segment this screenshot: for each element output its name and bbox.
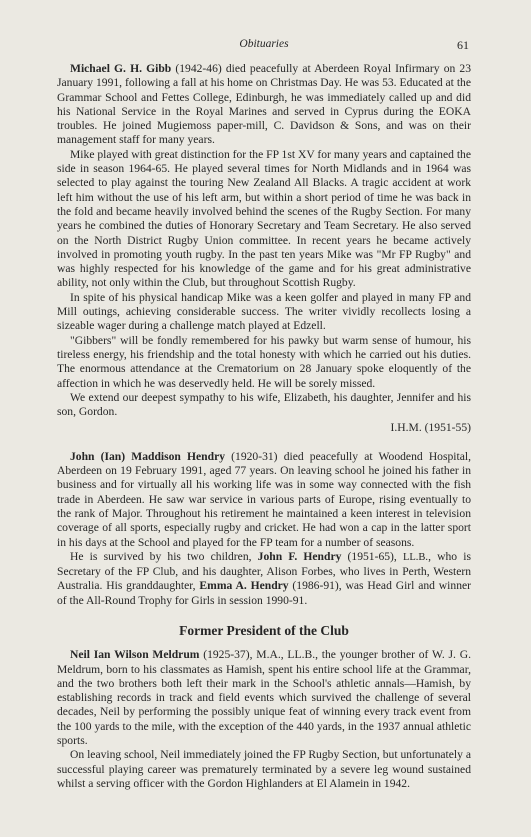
page-header (57, 38, 471, 54)
obituary-meldrum-p2: On leaving school, Neil immediately joined the FP Rugby Section, but unfortunately a successful playing career was prematurely terminated by a severe leg wound sustained whilst a serving officer with the Gordon Highlanders at El Alamein in 1942. (57, 748, 471, 790)
obituary-meldrum-p1: Neil Ian Wilson Meldrum (1925-37), M.A., LL.B., the younger brother of W. J. G. Meldrum, born to his classmates as Hamish, spent his entire school life at the Grammar, and the two brothers both left their mark in the School's athletic annals—Hamish, by establishing records in track and field events which survived the challenge of several decades, Neil by performing the possibly unique feat of winning every track event from the 100 yards to the mile, with the exception of the 440 yards, in the 1937 annual athletic sports. (57, 648, 471, 748)
degree: LL.B. (402, 551, 429, 563)
obituary-name: Michael G. H. Gibb (70, 62, 172, 75)
obituary-name: John (Ian) Maddison Hendry (70, 449, 226, 463)
obituary-gibb-p4: "Gibbers" will be fondly remembered for his pawky but warm sense of humour, his tireless energy, his friendship and the total honesty with which he carried out his duties. The enormous attendance at the Crematorium on 28 January spoke eloquently of the affection in which he was deservedly held. He will be sorely missed. (57, 333, 471, 390)
obituary-hendry-p1: John (Ian) Maddison Hendry (1920-31) died peacefully at Woodend Hospital, Aberdeen on 19 February 1991, aged 77 years. On leaving school he joined his father in business and for virtually all his working life was in some way connected with the fish trade in Aberdeen. He saw war service in various parts of Europe, rising eventually to the rank of Major. Throughout his retirement he maintained a keen interest in television coverage of all sports, especially rugby and cricket. He had won a cap in the latter sport in his days at the School and played for the FP team for a number of seasons. (57, 449, 472, 549)
person-name: John F. Hendry (257, 549, 342, 563)
page-body (57, 62, 471, 791)
obituary-name: Neil Ian Wilson Meldrum (70, 648, 200, 662)
page-number: 61 (457, 38, 469, 52)
obituary-signature: I.H.M. (1951-55) (390, 421, 471, 435)
obituary-gibb-p5: We extend our deepest sympathy to his wife, Elizabeth, his daughter, Jennifer and his son, Gordon. (57, 390, 471, 419)
obituary-gibb-p1: Michael G. H. Gibb (1942-46) died peacefully at Aberdeen Royal Infirmary on 23 January 1991, following a fall at his home on Christmas Day. He was 53. Educated at the Grammar School and Fettes College, Edinburgh, he was immediately called up and did his National Service in the Royal Marines and served in Cyprus during the EOKA troubles. He joined Mugiemoss paper-mill, C. Davidson & Sons, and was on their management staff for many years. (57, 62, 471, 147)
obituary-gibb-p2: Mike played with great distinction for the FP 1st XV for many years and captained the side in season 1964-65. He played several times for North Midlands and in 1964 was selected to play against the touring New Zealand All Blacks. A tragic accident at work left him without the use of his left arm, but within a short period of time he was back in the fold and became heavily involved behind the scenes of the Rugby Section. For many years he combined the duties of Honorary Secretary and Team Secretary. He also served on the North District Rugby Union committee. In recent years he became actively involved in promoting youth rugby. In the past ten years Mike was "Mr FP Rugby" and was highly respected for his knowledge of the game and for his great administrative ability, not only within the Club, but throughout Scottish Rugby. (57, 147, 471, 290)
running-title: Obituaries (239, 38, 289, 50)
section-heading: Former President of the Club (179, 622, 349, 638)
obituary-gibb-p3: In spite of his physical handicap Mike was a keen golfer and played in many FP and Mill outings, achieving considerable success. The writer vividly recollects losing a sizeable wager during a challenge match played at Edzell. (57, 290, 471, 333)
obituary-hendry-p2: He is survived by his two children, John F. Hendry (1951-65), LL.B., who is Secretary of the FP Club, and his daughter, Alison Forbes, who lives in Perth, Western Australia. His granddaughter, Emma A. Hendry (1986-91), was Head Girl and winner of the All-Round Trophy for Girls in session 1990-91. (57, 549, 471, 607)
person-name: Emma A. Hendry (199, 579, 289, 593)
